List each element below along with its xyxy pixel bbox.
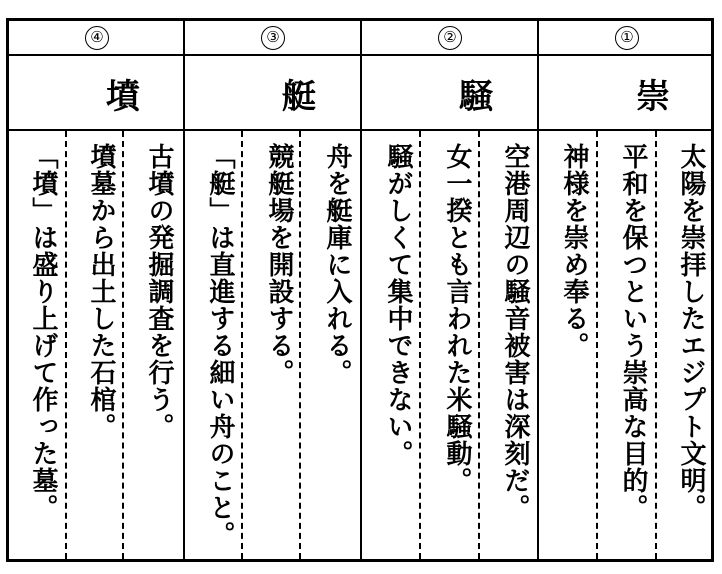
- example-sentence: 古墳の発掘調査を行う。: [144, 143, 174, 440]
- column-number: ④: [9, 21, 185, 54]
- sentence-divider: [655, 131, 657, 559]
- column-number: ②: [362, 21, 538, 54]
- example-sentence: 競艇場を開設する。: [264, 143, 294, 386]
- example-sentence: 舟を艇庫に入れる。: [322, 143, 352, 386]
- sentence-divider: [299, 131, 301, 559]
- sentence-divider: [419, 131, 421, 559]
- example-sentence: 太陽を崇拝したエジプト文明。: [676, 143, 706, 521]
- example-sentence: 平和を保つという崇高な目的。: [618, 143, 648, 521]
- column-divider: [183, 21, 185, 559]
- target-kanji: 墳: [106, 76, 140, 117]
- sentence-divider: [65, 131, 67, 559]
- example-sentence: 神様を崇め奉る。: [559, 143, 589, 359]
- example-sentence: 騒がしくて集中できない。: [383, 143, 413, 467]
- sentence-divider: [478, 131, 480, 559]
- target-kanji: 艇: [282, 76, 316, 117]
- column-number: ①: [539, 21, 715, 54]
- column-number: ③: [185, 21, 361, 54]
- sentence-divider: [122, 131, 124, 559]
- sentence-divider: [241, 131, 243, 559]
- kanji-worksheet-table: [6, 18, 714, 562]
- example-sentence: 「墳」は盛り上げて作った墓。: [28, 143, 58, 521]
- example-sentence: 「艇」は直進する細い舟のこと。: [205, 143, 235, 548]
- sentence-divider: [596, 131, 598, 559]
- target-kanji: 騒: [459, 76, 493, 117]
- column-divider: [360, 21, 362, 559]
- example-sentence: 空港周辺の騒音被害は深刻だ。: [500, 143, 530, 521]
- target-kanji: 崇: [636, 76, 670, 117]
- example-sentence: 女一揆とも言われた米騒動。: [442, 143, 472, 494]
- example-sentence: 墳墓から出土した石棺。: [86, 143, 116, 440]
- column-divider: [537, 21, 539, 559]
